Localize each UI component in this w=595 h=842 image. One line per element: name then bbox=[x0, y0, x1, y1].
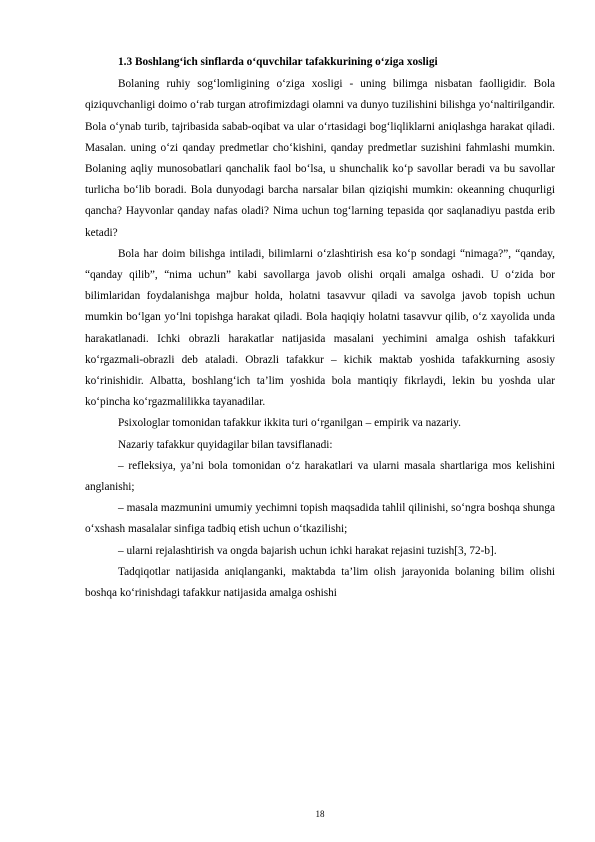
paragraph-1: Bolaning ruhiy sog‘lomligining o‘ziga xosligi - uning bilimga nisbatan faolligidir. Bola qiziquvchanligi doimo o‘rab turgan atrofimizdagi olamni va dunyo tuzilishini bilishga yo‘naltirilgandir. Bola o‘ynab turib, tajribasida sabab-oqibat va ular o‘rtasidagi bog‘liqliklarni aniqlashga harakat qiladi. Masalan. uning o‘zi qanday predmetlar cho‘kishini, qanday predmetlar suzishini fahmlashi mumkin. Bolaning aqliy munosobatlari qanchalik faol bo‘lsa, u shunchalik ko‘p savollar beradi va bu savollar turlicha bo‘lib boradi. Bola dunyodagi barcha narsalar bilan qiziqishi mumkin: okeanning chuqurligi qancha? Hayvonlar qanday nafas oladi? Nima uchun tog‘larning tepasida qor saqlanadiyu pastda erib ketadi? bbox=[85, 78, 555, 239]
list-item-1: – refleksiya, ya’ni bola tomonidan o‘z harakatlari va ularni masala shartlariga mos kelishini anglanishi; bbox=[85, 459, 555, 494]
section-heading: 1.3 Boshlang‘ich sinflarda o‘quvchilar tafakkurining o‘ziga xosligi bbox=[118, 56, 438, 68]
paragraph-3: Psixologlar tomonidan tafakkur ikkita turi o‘rganilgan – empirik va nazariy. bbox=[118, 417, 461, 430]
page-content bbox=[85, 52, 555, 604]
paragraph-5: Tadqiqotlar natijasida aniqlanganki, maktabda ta’lim olish jarayonida bolaning bilim olishi boshqa ko‘rinishdagi tafakkur natijasida amalga oshishi bbox=[85, 565, 555, 600]
list-item-2: – masala mazmunini umumiy yechimni topish maqsadida tahlil qilinishi, so‘ngra boshqa shunga o‘xshash masalalar sinfiga tadbiq etish uchun o‘tkazilishi; bbox=[85, 502, 555, 536]
paragraph-4: Nazariy tafakkur quyidagilar bilan tavsiflanadi: bbox=[118, 438, 333, 451]
paragraph-2: Bola har doim bilishga intiladi, bilimlarni o‘zlashtirish esa ko‘p sondagi “nimaga?”, “qanday, “qanday qilib”, “nima uchun” kabi savollarga javob olishi orqali amalga oshadi. U o‘zida bor bilimlaridan foydalanishga majbur holda, holatni tasavvur qiladi va savolga javob topish uchun mumkin bo‘lgan yo‘lni topishga harakat qiladi. Bola haqiqiy holatni tasavvur qilib, o‘z xayolida unda harakatlanadi. Ichki obrazli harakatlar natijasida masalani yechimini amalga oshish tafakkuri ko‘rgazmali-obrazli deb ataladi. Obrazli tafakkur – kichik maktab yoshida tafakkurning asosiy ko‘rinishidir. Albatta, boshlang‘ich ta’lim yoshida bola mantiqiy fikrlaydi, lekin bu yoshda ular ko‘pincha ko‘rgazmalilikka tayanadilar. bbox=[85, 247, 555, 409]
page-number: 18 bbox=[315, 809, 325, 819]
list-item-3: – ularni rejalashtirish va ongda bajarish uchun ichki harakat rejasini tuzish[3, 72-b]. bbox=[118, 544, 497, 557]
